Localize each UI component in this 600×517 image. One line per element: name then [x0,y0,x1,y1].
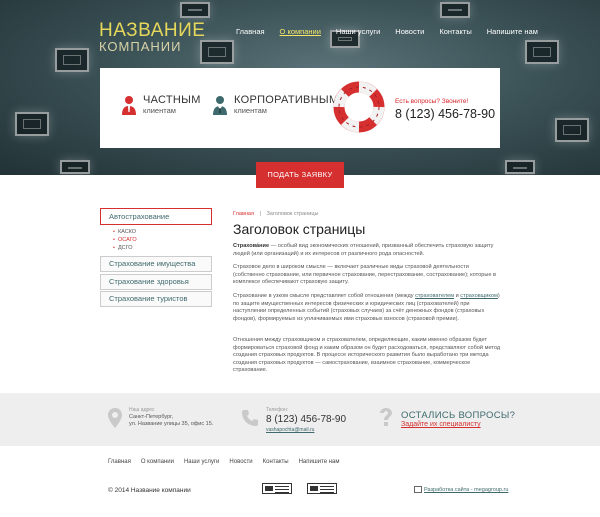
corporate-clients-sub: клиентам [234,106,267,115]
term-bold: Страхова́ние [233,243,270,249]
call-question: Есть вопросы? Звоните! [395,98,469,105]
logo-line2: КОМПАНИИ [99,39,182,54]
address-line2: ул. Название улицы 35, офис 15. [129,421,214,427]
ceiling-lamp-decor [505,160,535,174]
nav-contacts[interactable]: Контакты [439,27,472,36]
call-block [395,98,495,121]
footer-email[interactable]: vashapochta@mail.ru [266,427,315,433]
private-clients-sub: клиентам [143,106,176,115]
link-insurer[interactable]: страхователем [415,293,455,299]
question-mark-icon [379,408,393,428]
paragraph-2: Страховое дело в широком смысле — включает различные виды страховой деятельности (собственно страхование, или первичное страхование, перестрахование, сострахование); которые в комплексе обеспечивают страховую защиту. [233,264,496,286]
link-insurance-company[interactable]: страховщиком [460,293,498,299]
main-nav [236,27,553,36]
paragraph-1 [233,243,501,258]
sidebar-subitem-dsgo[interactable]: • ДСГО [113,245,133,251]
sidebar-item-health[interactable]: Страхование здоровья [100,274,212,290]
address-line1: Санкт-Петербург, [129,414,173,420]
counter-badge-icon[interactable] [307,483,337,494]
ceiling-lamp-decor [440,2,470,18]
phone-icon [241,409,259,427]
logo-line1: НАЗВАНИЕ [99,20,206,41]
paragraph-3-text-b: и [454,293,461,299]
breadcrumb-home[interactable]: Главная [233,211,254,217]
ceiling-lamp-decor [555,118,589,142]
footer-nav [108,459,349,465]
footer-nav-contacts[interactable]: Контакты [262,459,289,465]
nav-write-us[interactable]: Напишите нам [486,27,538,36]
paragraph-1-text: — особый вид экономических отношений, призванный обеспечить страховую защиту людей (или организаций) и их интересов от различного рода опасностей. [233,243,494,257]
copyright: © 2014 Название компании [108,487,191,494]
sidebar-item-auto[interactable]: Автострахование [100,208,212,225]
footer-nav-home[interactable]: Главная [108,459,131,465]
promo-panel [100,68,500,148]
footer-nav-services[interactable]: Наши услуги [183,459,220,465]
ceiling-lamp-decor [15,112,49,136]
header-phone[interactable]: 8 (123) 456-78-90 [395,107,496,121]
address-label: Наш адрес [129,407,155,413]
breadcrumb [233,211,318,217]
private-clients-title: ЧАСТНЫМ [143,94,201,106]
paragraph-3-text-c: ) по защите имущественных интересов физических и юридических лиц (страхователей) при наступлении определенных событий (страховых случаев) за счёт денежных фондов (страховых фондов), формируемых из уплачиваемых ими страховых взносов (страховой премии). [233,293,500,322]
nav-news[interactable]: Новости [395,27,425,36]
location-pin-icon [108,408,122,428]
nav-services[interactable]: Наши услуги [335,27,381,36]
lifebuoy-icon [333,81,385,133]
ceiling-lamp-decor [525,40,559,64]
paragraph-3 [233,293,501,323]
footer-nav-write-us[interactable]: Напишите нам [298,459,340,465]
company-logo[interactable] [99,21,205,53]
footer-phone[interactable]: 8 (123) 456-78-90 [266,414,347,425]
nav-home[interactable]: Главная [236,27,265,36]
sidebar-item-tourists[interactable]: Страхование туристов [100,291,212,307]
businessman-icon [212,95,228,115]
paragraph-4: Отношения между страховщиком и страхователем, определяющие, каким именно образом будет формироваться страховой фонд и каким образом он будет расходоваться, представляют собой метод создания страховых продуктов. В процессе исторического развития было выработано три метода создания страховых продуктов — самострахование, взаимное страхование, коммерческое страхование. [233,337,501,374]
person-icon [121,95,137,115]
sidebar-subitem-osago[interactable]: • ОСАГО [113,237,137,243]
breadcrumb-current: Заголовок страницы [266,211,319,217]
footer-nav-about[interactable]: О компании [140,459,174,465]
phone-label: Телефон: [266,407,289,413]
sidebar-subitem-kasko[interactable]: • КАСКО [113,229,136,235]
private-clients-link[interactable] [121,95,201,115]
ceiling-lamp-decor [180,2,210,18]
sidebar-item-property[interactable]: Страхование имущества [100,256,212,272]
paragraph-3-text-a: Страхование в узком смысле представляет собой отношения (между [233,293,416,299]
footer-nav-news[interactable]: Новости [229,459,253,465]
page-title: Заголовок страницы [233,221,366,237]
corporate-clients-link[interactable] [212,95,338,115]
ceiling-lamp-decor [55,48,89,72]
questions-title: ОСТАЛИСЬ ВОПРОСЫ? [401,410,516,421]
corporate-clients-title: КОРПОРАТИВНЫМ [234,94,339,106]
ask-specialist-link[interactable]: Задайте их специалисту [401,421,481,428]
counter-badge-icon[interactable] [262,483,292,494]
breadcrumb-separator: | [259,211,261,217]
ceiling-lamp-decor [60,160,90,174]
submit-request-button[interactable]: ПОДАТЬ ЗАЯВКУ [256,162,344,188]
developer-link[interactable]: Разработка сайта - megagroup.ru [424,487,509,493]
developer-logo-icon [414,486,422,493]
nav-about[interactable]: О компании [279,27,321,36]
